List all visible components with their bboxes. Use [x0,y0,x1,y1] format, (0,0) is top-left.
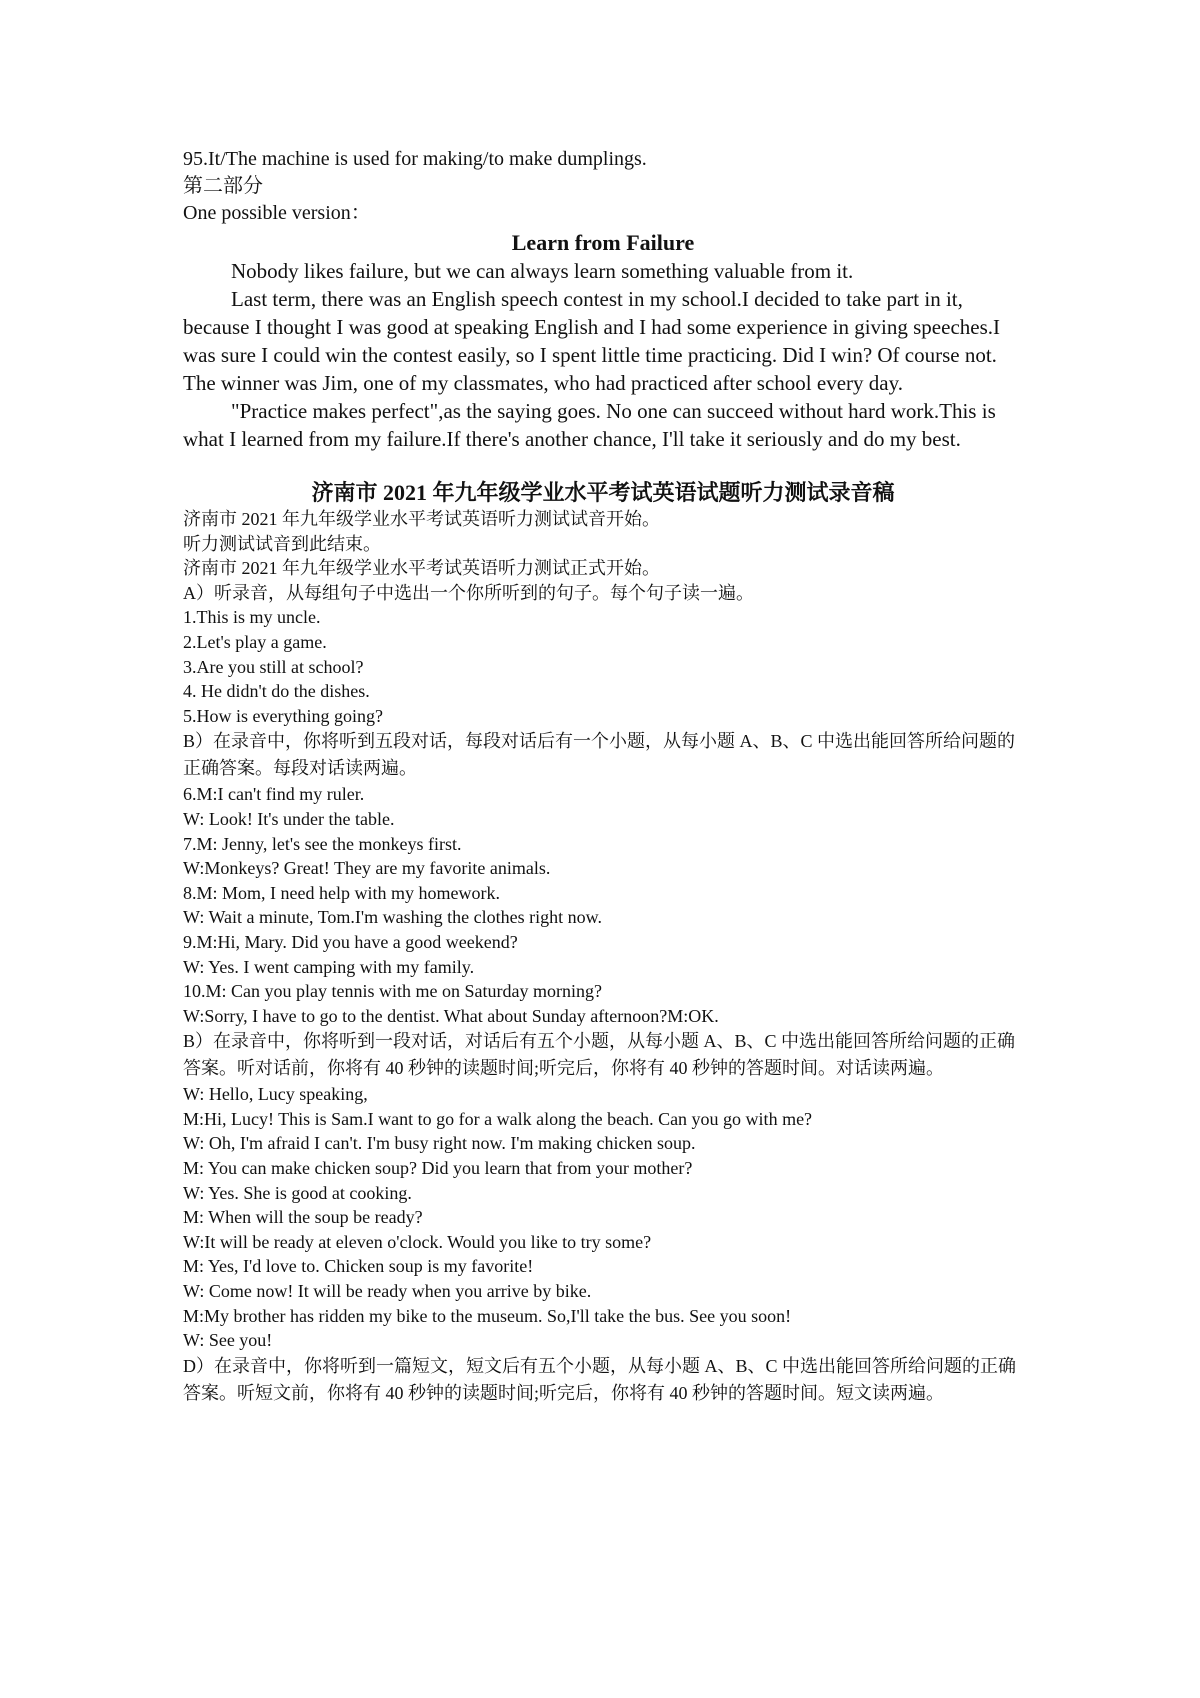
intro-line: 济南市 2021 年九年级学业水平考试英语听力测试正式开始。 [183,558,660,579]
essay-paragraph: Last term, there was an English speech contest in my school.I decided to take part in it, because I thought I was good at speaking English and I had some experience in giving speeches.I was sure I could win the contest easily, so I spent little time practicing. Did I win? Of course not. The winner was Jim, one of my classmates, who had practiced after school every day. [183,287,1001,395]
dialogue-line: W:Sorry, I have to go to the dentist. What about Sunday afternoon?M:OK. [183,1005,719,1026]
essay-paragraph: Nobody likes failure, but we can always learn something valuable from it. [231,259,854,283]
dialogue-line: W:Monkeys? Great! They are my favorite animals. [183,858,551,879]
part-label: 第二部分 [183,175,263,197]
dialogue-line: M:My brother has ridden my bike to the museum. So,I'll take the bus. See you soon! [183,1305,792,1326]
dialogue-line: W: Oh, I'm afraid I can't. I'm busy right now. I'm making chicken soup. [183,1133,696,1154]
dialogue-line: 10.M: Can you play tennis with me on Saturday morning? [183,981,602,1002]
dialogue-line: W: Come now! It will be ready when you arrive by bike. [183,1281,592,1302]
essay-paragraph: "Practice makes perfect",as the saying goes. No one can succeed without hard work.This is what I learned from my failure.If there's another chance, I'll take it seriously and do my best. [183,399,996,451]
dialogue-line: 8.M: Mom, I need help with my homework. [183,882,500,903]
dialogue-line: 9.M:Hi, Mary. Did you have a good weekend? [183,931,518,952]
dialogue-line: M: When will the soup be ready? [183,1207,423,1228]
dialogue-line: W: Yes. I went camping with my family. [183,956,475,977]
document-page [183,146,1023,1407]
dialogue-line: M: Yes, I'd love to. Chicken soup is my favorite! [183,1256,534,1277]
dialogue-line: M:Hi, Lucy! This is Sam.I want to go for a walk along the beach. Can you go with me? [183,1108,813,1129]
sentence: 1.This is my uncle. [183,607,321,628]
section-a-instruction: A）听录音，从每组句子中选出一个你所听到的句子。每个句子读一遍。 [183,582,754,603]
section-b1-instruction: B）在录音中，你将听到五段对话，每段对话后有一个小题，从每小题 A、B、C 中选出能回答所给问题的正确答案。每段对话读两遍。 [183,731,1016,779]
answer-95: 95.It/The machine is used for making/to make dumplings. [183,148,647,170]
dialogue-line: W: Yes. She is good at cooking. [183,1182,412,1203]
sentence: 4. He didn't do the dishes. [183,681,370,702]
sentence: 2.Let's play a game. [183,631,327,652]
section-d-instruction: D）在录音中，你将听到一篇短文，短文后有五个小题，从每小题 A、B、C 中选出能回答所给问题的正确答案。听短文前，你将有 40 秒钟的读题时间;听完后，你将有 40 秒钟的答题时间。短文读两遍。 [183,1355,1017,1403]
dialogue-line: 7.M: Jenny, let's see the monkeys first. [183,833,462,854]
sentence: 3.Are you still at school? [183,656,364,677]
intro-line: 听力测试试音到此结束。 [183,533,381,554]
dialogue-line: W: Hello, Lucy speaking, [183,1084,368,1105]
dialogue-line: W: Look! It's under the table. [183,808,395,829]
transcript-title: 济南市 2021 年九年级学业水平考试英语试题听力测试录音稿 [311,480,895,505]
section-b2-instruction: B）在录音中，你将听到一段对话，对话后有五个小题，从每小题 A、B、C 中选出能回答所给问题的正确答案。听对话前，你将有 40 秒钟的读题时间;听完后，你将有 40 秒钟的答题时间。对话读两遍。 [183,1031,1016,1079]
version-label: One possible version： [183,202,371,224]
intro-line: 济南市 2021 年九年级学业水平考试英语听力测试试音开始。 [183,509,660,529]
essay-title: Learn from Failure [511,230,695,255]
dialogue-line: M: You can make chicken soup? Did you learn that from your mother? [183,1158,693,1179]
sentence: 5.How is everything going? [183,705,383,726]
dialogue-line: W:It will be ready at eleven o'clock. Would you like to try some? [183,1231,652,1252]
dialogue-line: W: Wait a minute, Tom.I'm washing the clothes right now. [183,907,602,928]
dialogue-line: W: See you! [183,1330,273,1351]
dialogue-line: 6.M:I can't find my ruler. [183,784,365,805]
